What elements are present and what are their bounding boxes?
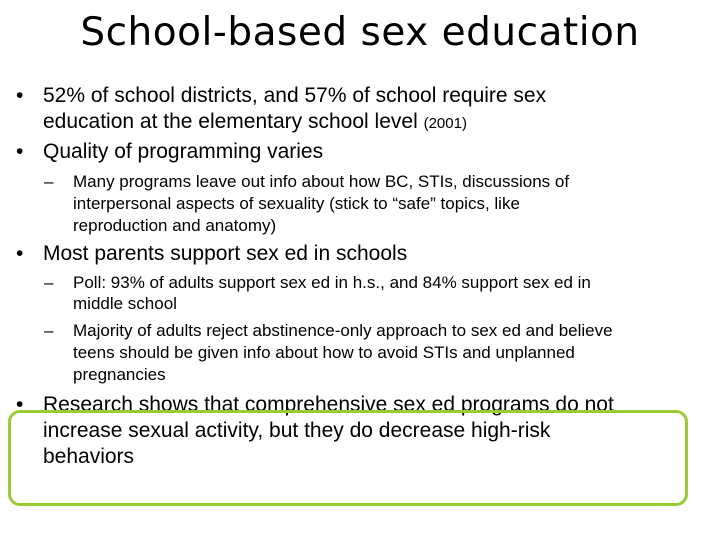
sub-2-line-2: middle school — [73, 294, 177, 313]
sub-bullet-marker: – — [44, 321, 54, 340]
bullet-1-main-text: education at the elementary school level — [43, 110, 418, 133]
bullet-4-line-1: Research shows that comprehensive sex ed programs do not — [43, 393, 614, 416]
bullet-2-line-1: Quality of programming varies — [43, 140, 324, 163]
bullet-marker: • — [16, 140, 24, 163]
bullet-marker: • — [16, 242, 24, 265]
sub-bullet-marker: – — [44, 172, 54, 191]
bullet-1-line-2 — [43, 110, 467, 134]
sub-1-line-3: reproduction and anatomy) — [73, 216, 277, 235]
sub-3-line-1: Majority of adults reject abstinence-only approach to sex ed and believe — [73, 321, 613, 340]
bullet-3-line-1: Most parents support sex ed in schools — [43, 242, 408, 265]
bullet-1-line-1: 52% of school districts, and 57% of school require sex — [43, 84, 547, 107]
sub-1-line-1: Many programs leave out info about how BC, STIs, discussions of — [73, 172, 570, 191]
highlight-box — [8, 410, 688, 506]
sub-2-line-1: Poll: 93% of adults support sex ed in h.s., and 84% support sex ed in — [73, 273, 591, 292]
sub-3-line-3: pregnancies — [73, 365, 166, 384]
bullet-1-year-note: (2001) — [423, 115, 467, 132]
slide-title: School-based sex education — [80, 10, 640, 55]
bullet-marker: • — [16, 393, 24, 416]
sub-bullet-marker: – — [44, 273, 54, 292]
bullet-4-line-2: increase sexual activity, but they do decrease high-risk — [43, 419, 551, 442]
bullet-marker: • — [16, 84, 24, 107]
sub-1-line-2: interpersonal aspects of sexuality (stick to “safe” topics, like — [73, 194, 520, 213]
sub-3-line-2: teens should be given info about how to avoid STIs and unplanned — [73, 343, 575, 362]
bullet-4-line-3: behaviors — [43, 445, 135, 468]
